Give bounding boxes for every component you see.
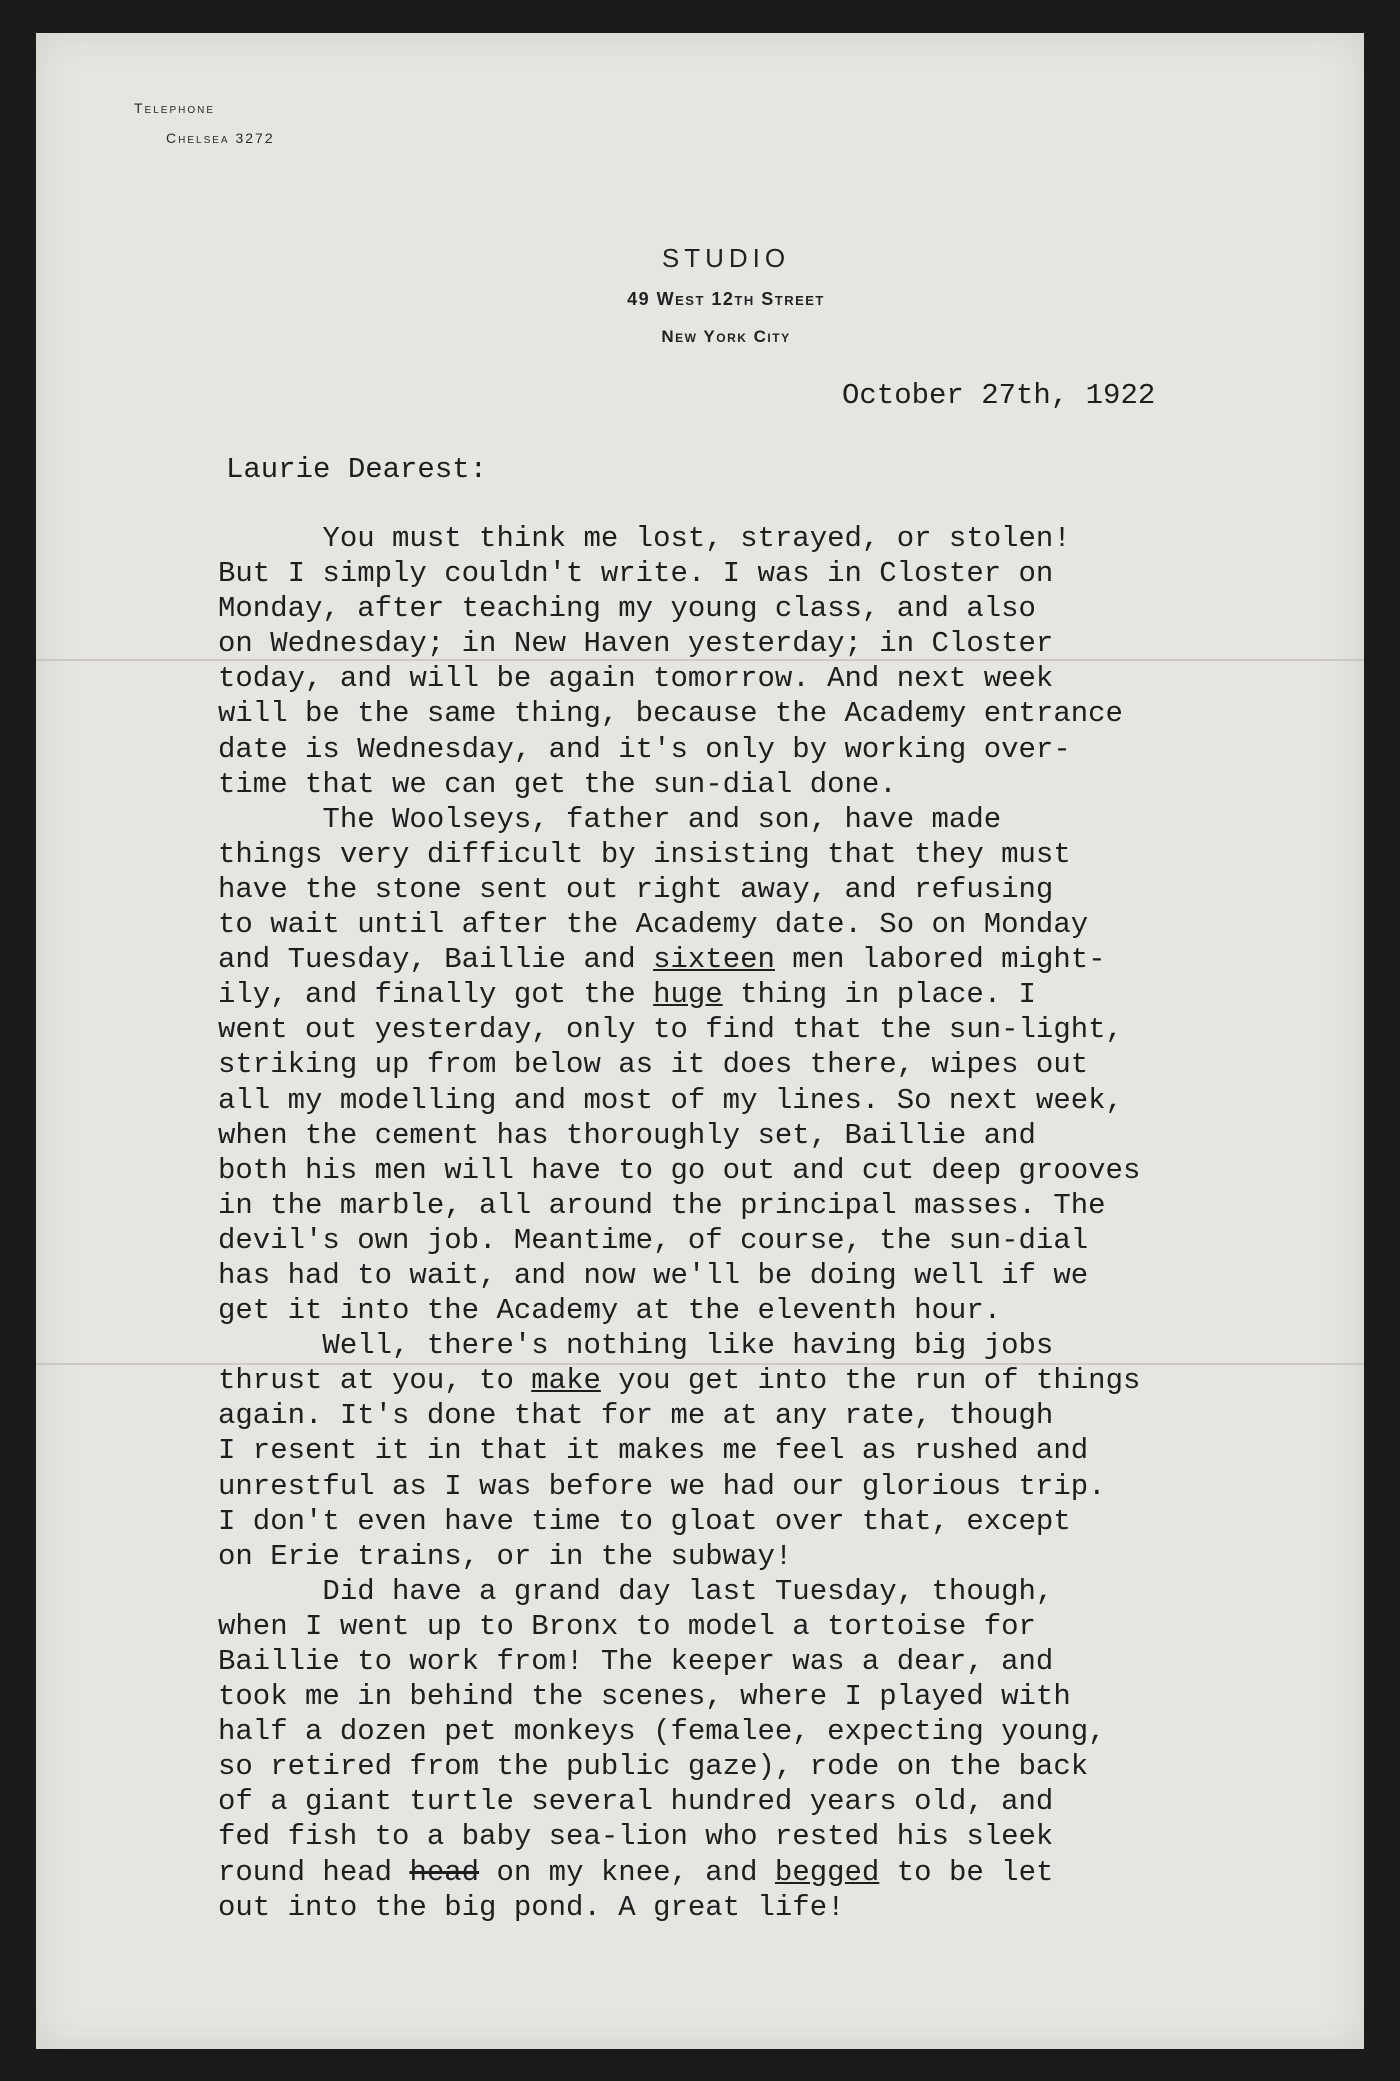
letter-line: to wait until after the Academy date. So on Monday bbox=[218, 908, 1089, 942]
letter-page bbox=[36, 33, 1364, 2049]
letter-line: fed fish to a baby sea-lion who rested his sleek bbox=[218, 1820, 1054, 1854]
letter-line: in the marble, all around the principal masses. The bbox=[218, 1188, 1106, 1222]
letter-line: You must think me lost, strayed, or stolen! bbox=[218, 522, 1071, 555]
letter-line: Baillie to work from! The keeper was a dear, and bbox=[218, 1645, 1054, 1678]
letter-line: Well, there's nothing like having big jobs bbox=[218, 1329, 1054, 1363]
letter-line: devil's own job. Meantime, of course, the sun-dial bbox=[218, 1223, 1089, 1257]
telephone-block bbox=[134, 93, 275, 153]
letter-line: on Erie trains, or in the subway! bbox=[218, 1539, 793, 1573]
letter-date: October 27th, 1922 bbox=[842, 379, 1156, 412]
letter-line: on Wednesday; in New Haven yesterday; in Closter bbox=[218, 627, 1054, 661]
telephone-number: Chelsea 3272 bbox=[166, 130, 275, 146]
letter-body bbox=[218, 521, 1140, 1925]
letter-line: Did have a grand day last Tuesday, though, bbox=[218, 1574, 1054, 1608]
salutation: Laurie Dearest: bbox=[226, 453, 488, 486]
letter-line: time that we can get the sun-dial done. bbox=[218, 767, 897, 801]
letter-line: of a giant turtle several hundred years old, and bbox=[218, 1785, 1054, 1819]
letter-line: when I went up to Bronx to model a tortoise for bbox=[218, 1609, 1036, 1643]
letter-line: and Tuesday, Baillie and sixteen men labored might- bbox=[218, 943, 1106, 977]
letter-line: when the cement has thoroughly set, Baillie and bbox=[218, 1118, 1036, 1152]
letterhead-address: 49 West 12th Street bbox=[627, 289, 825, 309]
letterhead-city: New York City bbox=[661, 327, 791, 346]
letter-line: thrust at you, to make you get into the run of things bbox=[218, 1364, 1141, 1398]
letter-line: will be the same thing, because the Academy entrance bbox=[218, 697, 1123, 731]
letter-line: again. It's done that for me at any rate, though bbox=[218, 1399, 1054, 1433]
letter-line: ily, and finally got the huge thing in place. I bbox=[218, 978, 1036, 1012]
letter-line: striking up from below as it does there, wipes out bbox=[218, 1048, 1089, 1082]
letter-line: I resent it in that it makes me feel as rushed and bbox=[218, 1434, 1089, 1468]
telephone-label: Telephone bbox=[134, 100, 216, 116]
letter-line: The Woolseys, father and son, have made bbox=[218, 802, 1002, 836]
letter-line: so retired from the public gaze), rode on the back bbox=[218, 1750, 1089, 1784]
letter-line: all my modelling and most of my lines. So next week, bbox=[218, 1083, 1123, 1117]
letter-line: half a dozen pet monkeys (femalee, expecting young, bbox=[218, 1715, 1106, 1749]
letter-line: took me in behind the scenes, where I played with bbox=[218, 1680, 1071, 1714]
letter-line: Monday, after teaching my young class, and also bbox=[218, 592, 1036, 626]
letter-line: unrestful as I was before we had our glorious trip. bbox=[218, 1469, 1106, 1503]
letter-line: get it into the Academy at the eleventh hour. bbox=[218, 1294, 1002, 1328]
letter-line: I don't even have time to gloat over that, except bbox=[218, 1504, 1071, 1538]
letter-line: things very difficult by insisting that they must bbox=[218, 837, 1071, 871]
letterhead-name: STUDIO bbox=[661, 243, 791, 273]
letter-line: has had to wait, and now we'll be doing well if we bbox=[218, 1258, 1089, 1292]
letter-line: round head head on my knee, and begged to be let bbox=[218, 1855, 1054, 1889]
letter-line: out into the big pond. A great life! bbox=[218, 1890, 845, 1924]
letterhead bbox=[526, 238, 926, 354]
letter-line: But I simply couldn't write. I was in Closter on bbox=[218, 557, 1054, 591]
letter-line: date is Wednesday, and it's only by working over- bbox=[218, 732, 1071, 766]
letter-line: went out yesterday, only to find that the sun-light, bbox=[218, 1013, 1123, 1047]
letter-line: both his men will have to go out and cut deep grooves bbox=[218, 1153, 1141, 1187]
letter-line: have the stone sent out right away, and refusing bbox=[218, 872, 1054, 906]
letter-line: today, and will be again tomorrow. And next week bbox=[218, 662, 1054, 696]
